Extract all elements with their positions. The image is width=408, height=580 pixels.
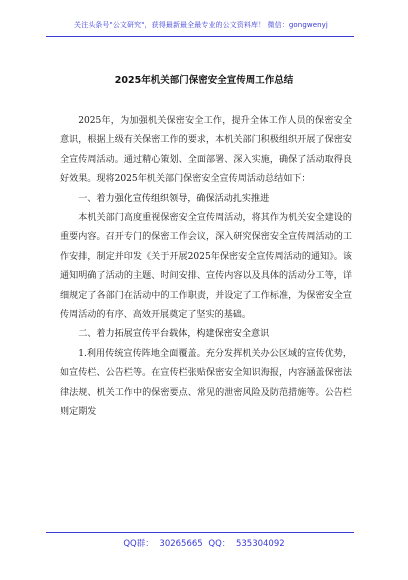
section-1-paragraph: 本机关部门高度重视保密安全宣传周活动，将其作为机关安全建设的重要内容。召开专门的保密工作会议，深入研究保密安全宣传周活动的工作安排，制定并印发《关于开展2025年保密安全宣传周活动的通知》。该通知明确了活动的主题、时间安排、宣传内容以及具体的活动分工等，详细规定了各部门在活动中的工作职责，并设定了工作标准，为保密安全宣传周活动的有序、高效开展奠定了坚实的基础。 <box>60 213 352 321</box>
section-heading-1: 一、着力强化宣传组织领导，确保活动扎实推进 <box>78 193 270 204</box>
footer-divider <box>46 532 354 533</box>
section-heading-2: 二、着力拓展宣传平台载体，构建保密安全意识 <box>78 329 270 340</box>
header-divider <box>46 36 354 37</box>
footer-contact: QQ群： 30265665 QQ： 535304092 <box>123 539 285 549</box>
header-banner: 关注头条号"公文研究"，获得最新最全最专业的公文资料库！ 微信：gongwenyj <box>74 21 328 29</box>
intro-paragraph: 2025年，为加强机关保密安全工作，提升全体工作人员的保密安全意识，根据上级有关保密工作的要求，本机关部门积极组织开展了保密安全宣传周活动。通过精心策划、全面部署、深入实施，确保了活动取得良好效果。现将2025年机关部门保密安全宣传周活动总结如下： <box>60 116 352 185</box>
document-body <box>60 112 352 423</box>
document-title: 2025年机关部门保密安全宣传周工作总结 <box>114 75 294 86</box>
section-2-paragraph: 1.利用传统宣传阵地全面覆盖。充分发挥机关办公区域的宣传优势，如宣传栏、公告栏等。在宣传栏张贴保密安全知识海报，内容涵盖保密法律法规、机关工作中的保密要点、常见的泄密风险及防范措施等。公告栏则定期发 <box>60 348 352 418</box>
